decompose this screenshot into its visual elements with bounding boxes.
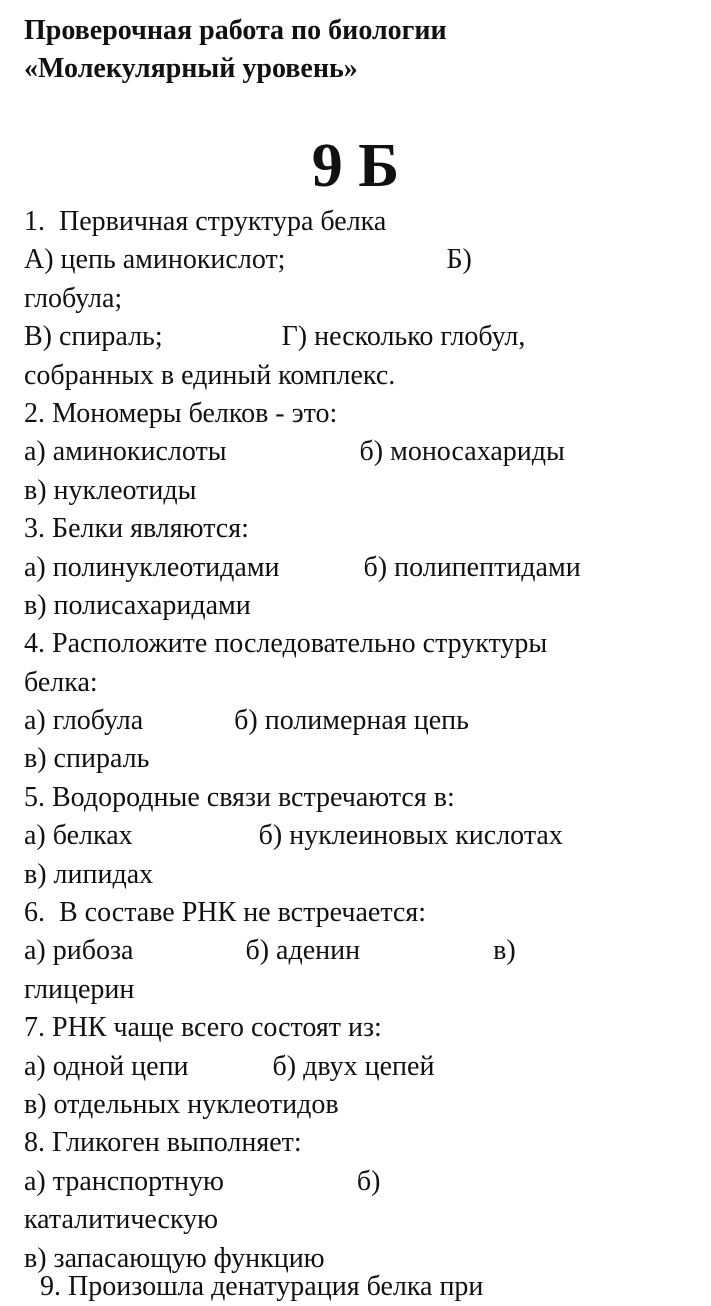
document-header (24, 12, 447, 88)
text-line: в) полисахаридами (24, 589, 251, 621)
text-line: белка: (24, 666, 98, 698)
text-line: 1. Первичная структура белка (24, 206, 387, 237)
text-line: 2. Мономеры белков - это: (24, 397, 338, 429)
header-topic-line: «Молекулярный уровень» (24, 53, 358, 84)
text-line: в) спираль (24, 743, 150, 775)
text-line: а) аминокислоты б) моносахариды (24, 436, 565, 468)
text-line: 4. Расположите последовательно структуры (24, 628, 548, 660)
text-line: глобула; (24, 282, 123, 314)
cut-off-text-line: 9. Произошла денатурация белка при (40, 1271, 484, 1302)
text-line: каталитическую (24, 1204, 219, 1236)
text-line: в) нуклеотиды (24, 474, 197, 506)
text-line: в) запасающую функцию (24, 1242, 325, 1274)
text-line: а) транспортную б) (24, 1165, 381, 1197)
text-line: в) липидах (24, 858, 154, 890)
text-line: 6. В составе РНК не встречается: (24, 897, 426, 929)
text-line: 7. РНК чаще всего состоят из: (24, 1012, 382, 1044)
questions-block (24, 203, 704, 1278)
class-label: 9 Б (311, 132, 400, 200)
text-line: 5. Водородные связи встречаются в: (24, 781, 455, 813)
text-line: собранных в единый комплекс. (24, 359, 396, 391)
text-line: А) цепь аминокислот; Б) (24, 244, 472, 276)
text-line: глицерин (24, 973, 135, 1005)
text-line: а) одной цепи б) двух цепей (24, 1050, 435, 1082)
text-line: В) спираль; Г) несколько глобул, (24, 321, 526, 353)
text-line: а) полинуклеотидами б) полипептидами (24, 551, 581, 583)
header-title-line: Проверочная работа по биологии (24, 15, 447, 46)
text-line: 3. Белки являются: (24, 513, 249, 545)
text-line: а) белках б) нуклеиновых кислотах (24, 820, 563, 852)
text-line: 8. Гликоген выполняет: (24, 1127, 302, 1159)
text-line: а) глобула б) полимерная цепь (24, 705, 469, 737)
text-line: в) отдельных нуклеотидов (24, 1088, 339, 1120)
text-line: а) рибоза б) аденин в) (24, 935, 516, 967)
